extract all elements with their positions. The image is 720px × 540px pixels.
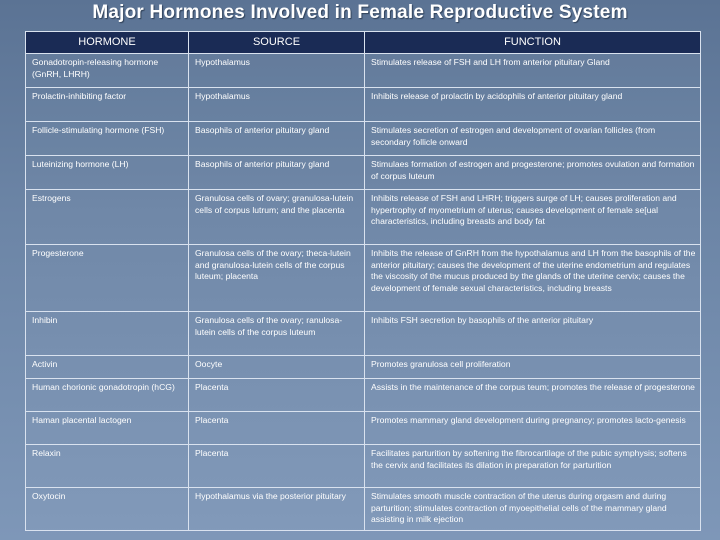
function-cell: Inhibits FSH secretion by basophils of the anterior pituitary xyxy=(365,312,701,356)
hormone-cell: Follicle-stimulating hormone (FSH) xyxy=(26,122,189,156)
column-header-source: SOURCE xyxy=(189,32,365,54)
table-row xyxy=(26,488,701,531)
function-cell: Inhibits release of FSH and LHRH; triggers surge of LH; causes proliferation and hypertrophy of myometrium of uterus; causes development of female se[ual characteristics, including breasts and body fat xyxy=(365,190,701,245)
hormone-cell: Haman placental lactogen xyxy=(26,412,189,445)
hormone-cell: Oxytocin xyxy=(26,488,189,531)
hormone-cell: Gonadotropin-releasing hormone (GnRH, LHRH) xyxy=(26,54,189,88)
function-cell: Inhibits the release of GnRH from the hypothalamus and LH from the basophils of the anterior pituitary; causes the development of the uterine endometrium and regulates the viscosity of the mucus produced by the glands of the uterine cervix; causes the development of female sexual characteristics, including breasts xyxy=(365,245,701,312)
function-cell: Promotes granulosa cell proliferation xyxy=(365,356,701,379)
table-row xyxy=(26,122,701,156)
source-cell: Oocyte xyxy=(189,356,365,379)
source-cell: Placenta xyxy=(189,412,365,445)
function-cell: Stimulaes formation of estrogen and progesterone; promotes ovulation and formation of corpus luteum xyxy=(365,156,701,190)
hormone-cell: Prolactin-inhibiting factor xyxy=(26,88,189,122)
hormone-cell: Activin xyxy=(26,356,189,379)
source-cell: Granulosa cells of ovary; granulosa-lutein cells of corpus lutrum; and the placenta xyxy=(189,190,365,245)
source-cell: Basophils of anterior pituitary gland xyxy=(189,122,365,156)
page-title: Major Hormones Involved in Female Reproductive System xyxy=(92,2,628,23)
source-cell: Placenta xyxy=(189,445,365,488)
source-cell: Basophils of anterior pituitary gland xyxy=(189,156,365,190)
table-row xyxy=(26,312,701,356)
hormone-cell: Human chorionic gonadotropin (hCG) xyxy=(26,379,189,412)
function-cell: Stimulates secretion of estrogen and development of ovarian follicles (from secondary follicle onward xyxy=(365,122,701,156)
table-row xyxy=(26,190,701,245)
hormone-table xyxy=(25,31,701,531)
source-cell: Hypothalamus xyxy=(189,54,365,88)
function-cell: Facilitates parturition by softening the fibrocartilage of the pubic symphysis; softens the cervix and facilitates its dilation in preparation for parturition xyxy=(365,445,701,488)
column-header-function: FUNCTION xyxy=(365,32,701,54)
table-row xyxy=(26,356,701,379)
hormone-cell: Estrogens xyxy=(26,190,189,245)
function-cell: Assists in the maintenance of the corpus teum; promotes the release of progesterone xyxy=(365,379,701,412)
function-cell: Inhibits release of prolactin by acidophils of anterior pituitary gland xyxy=(365,88,701,122)
table-row xyxy=(26,54,701,88)
hormone-cell: Relaxin xyxy=(26,445,189,488)
source-cell: Placenta xyxy=(189,379,365,412)
function-cell: Stimulates release of FSH and LH from anterior pituitary Gland xyxy=(365,54,701,88)
function-cell: Promotes mammary gland development during pregnancy; promotes lacto-genesis xyxy=(365,412,701,445)
table-row xyxy=(26,445,701,488)
source-cell: Hypothalamus via the posterior pituitary xyxy=(189,488,365,531)
hormone-cell: Progesterone xyxy=(26,245,189,312)
source-cell: Granulosa cells of the ovary; theca-lutein and granulosa-lutein cells of the corpus luteum; placenta xyxy=(189,245,365,312)
column-header-hormone: HORMONE xyxy=(26,32,189,54)
table-row xyxy=(26,412,701,445)
function-cell: Stimulates smooth muscle contraction of the uterus during orgasm and during parturition; stimulates contraction of myoepithelial cells of the mammary gland assisting in milk ejection xyxy=(365,488,701,531)
table-header-row xyxy=(26,32,701,54)
hormone-cell: Luteinizing hormone (LH) xyxy=(26,156,189,190)
source-cell: Hypothalamus xyxy=(189,88,365,122)
table-row xyxy=(26,156,701,190)
hormone-cell: Inhibin xyxy=(26,312,189,356)
table-row xyxy=(26,245,701,312)
table-row xyxy=(26,88,701,122)
source-cell: Granulosa cells of the ovary; ranulosa-lutein cells of the corpus luteum xyxy=(189,312,365,356)
table-row xyxy=(26,379,701,412)
